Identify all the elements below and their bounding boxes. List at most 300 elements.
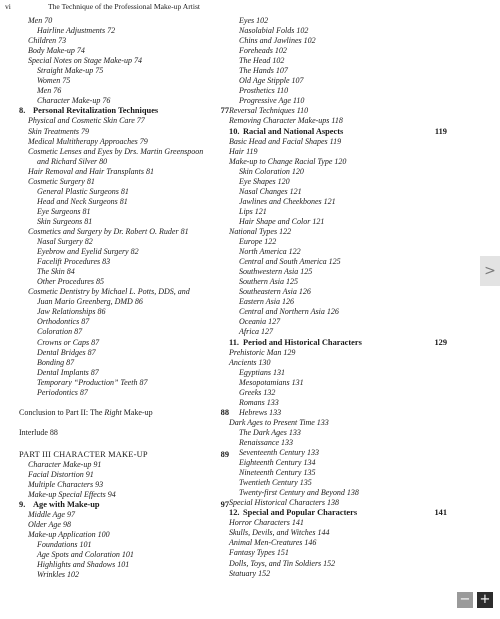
entry-title bbox=[28, 46, 85, 56]
entry-title bbox=[239, 207, 267, 217]
entry-title bbox=[239, 428, 301, 438]
entry-title-text: Southeastern Asia bbox=[239, 287, 297, 297]
entry-title-text: Progressive Age bbox=[239, 96, 291, 106]
toc-entry[interactable] bbox=[229, 167, 447, 177]
entry-page-number: 79 bbox=[139, 136, 148, 146]
toc-entry[interactable] bbox=[19, 207, 229, 217]
toc-entry[interactable] bbox=[19, 137, 229, 147]
entry-title bbox=[37, 277, 104, 287]
entry-page-number: 81 bbox=[146, 166, 155, 176]
entry-page-number: 75 bbox=[62, 76, 71, 86]
toc-entry[interactable] bbox=[19, 197, 229, 207]
entry-title-tail: Make-up bbox=[123, 407, 153, 417]
toc-entry[interactable] bbox=[19, 480, 229, 490]
entry-title bbox=[28, 36, 66, 46]
chapter-entry[interactable] bbox=[229, 508, 447, 518]
entry-page-number: 118 bbox=[331, 116, 343, 126]
chapter-entry[interactable] bbox=[19, 106, 229, 116]
chapter-number: 9. bbox=[19, 500, 26, 510]
toc-entry[interactable] bbox=[229, 327, 447, 337]
toc-entry[interactable] bbox=[19, 116, 229, 126]
entry-title-text: Removing Character Make-ups bbox=[229, 116, 330, 126]
toc-entry[interactable] bbox=[19, 550, 229, 560]
toc-entry[interactable] bbox=[229, 468, 447, 478]
entry-page-number: 138 bbox=[346, 488, 359, 498]
chapter-page-number: 88 bbox=[220, 407, 229, 417]
entry-title-text: Skin Treatments bbox=[28, 126, 80, 136]
entry-page-number: 133 bbox=[281, 437, 293, 447]
entry-title bbox=[37, 257, 110, 267]
chapter-number: 10. bbox=[229, 126, 240, 136]
toc-entry[interactable] bbox=[19, 36, 229, 46]
entry-page-number: 110 bbox=[292, 96, 305, 106]
entry-title bbox=[229, 518, 304, 528]
entry-title bbox=[37, 348, 96, 358]
entry-page-number: 122 bbox=[288, 247, 301, 257]
entry-title-text: Prosthetics bbox=[239, 86, 275, 96]
toc-entry[interactable] bbox=[19, 540, 229, 550]
toc-entry[interactable] bbox=[229, 267, 447, 277]
entry-title-text: Facelift Procedures bbox=[37, 257, 101, 267]
entry-title-text: Hebrews bbox=[239, 407, 268, 417]
entry-title bbox=[239, 237, 276, 247]
entry-title-text: Skulls, Devils, and Witches bbox=[229, 528, 316, 538]
toc-entry[interactable] bbox=[19, 368, 229, 378]
toc-entry[interactable] bbox=[19, 327, 229, 337]
entry-title-text: PART III CHARACTER MAKE-UP bbox=[19, 449, 148, 459]
entry-title-text: Chins and Jawlines bbox=[239, 36, 302, 46]
entry-title bbox=[239, 378, 304, 388]
entry-page-number: 87 bbox=[87, 347, 96, 357]
entry-title-text: Renaissance bbox=[239, 437, 279, 447]
entry-title bbox=[37, 307, 105, 317]
toc-entry[interactable] bbox=[19, 167, 229, 177]
entry-page-number: 87 bbox=[139, 377, 148, 387]
entry-page-number: 141 bbox=[291, 518, 304, 528]
entry-title bbox=[239, 458, 315, 468]
entry-page-number: 122 bbox=[279, 226, 292, 236]
entry-title-text: Cosmetic Lenses and Eyes by Drs. Martin Greenspoon bbox=[28, 146, 204, 156]
entry-page-number: 119 bbox=[329, 136, 342, 146]
toc-entry[interactable] bbox=[19, 86, 229, 96]
entry-page-number: 125 bbox=[285, 277, 298, 287]
toc-entry[interactable] bbox=[229, 368, 447, 378]
toc-entry[interactable] bbox=[229, 56, 447, 66]
entry-page-number: 133 bbox=[288, 427, 301, 437]
entry-title bbox=[28, 147, 203, 157]
toc-entry[interactable] bbox=[19, 520, 229, 530]
entry-page-number: 101 bbox=[121, 550, 134, 560]
entry-page-number: 97 bbox=[66, 510, 75, 520]
toc-entry[interactable] bbox=[229, 217, 447, 227]
entry-title bbox=[243, 508, 357, 518]
toc-entry[interactable] bbox=[19, 530, 229, 540]
entry-title bbox=[37, 207, 90, 217]
toc-entry[interactable] bbox=[19, 287, 229, 297]
entry-page-number: 93 bbox=[95, 480, 104, 490]
toc-entry[interactable] bbox=[19, 297, 229, 307]
entry-page-number: 133 bbox=[316, 417, 329, 427]
entry-title-text: Cosmetic Surgery bbox=[28, 176, 85, 186]
toc-entry[interactable] bbox=[229, 448, 447, 458]
entry-title-text: Interlude bbox=[19, 427, 48, 437]
entry-title-text: Men bbox=[28, 16, 43, 25]
toc-entry[interactable] bbox=[19, 147, 229, 157]
entry-title-text: Eighteenth Century bbox=[239, 458, 302, 468]
entry-title bbox=[37, 267, 75, 277]
entry-title bbox=[28, 480, 103, 490]
toc-entry[interactable] bbox=[19, 157, 229, 167]
entry-title-text: Cosmetic Dentistry by Michael L. Potts, DDS, and bbox=[28, 287, 190, 297]
entry-title-text: Dark Ages to Present Time bbox=[229, 417, 315, 427]
entry-page-number: 127 bbox=[261, 327, 273, 337]
toc-entry[interactable] bbox=[19, 378, 229, 388]
entry-page-number: 81 bbox=[119, 196, 128, 206]
toc-entry[interactable] bbox=[19, 570, 229, 580]
toc-entry[interactable] bbox=[229, 297, 447, 307]
toc-entry[interactable] bbox=[229, 438, 447, 448]
entry-page-number: 76 bbox=[53, 86, 62, 96]
entry-title bbox=[229, 358, 271, 368]
entry-title-text: Hair bbox=[229, 146, 245, 156]
toc-entry[interactable] bbox=[19, 76, 229, 86]
toc-entry[interactable] bbox=[19, 177, 229, 187]
entry-title bbox=[33, 106, 158, 116]
entry-title-text: Racial and National Aspects bbox=[243, 126, 344, 136]
toc-entry[interactable] bbox=[229, 177, 447, 187]
entry-title bbox=[229, 348, 295, 358]
entry-page-number: 82 bbox=[130, 247, 139, 257]
toc-entry[interactable] bbox=[19, 227, 229, 237]
entry-title-text: Facial Distortion bbox=[28, 469, 84, 479]
entry-title-text: Special Historical Characters bbox=[229, 498, 325, 508]
chapter-entry[interactable] bbox=[19, 500, 229, 510]
entry-title-text: Central and South America bbox=[239, 257, 327, 267]
entry-title-text: Ancients bbox=[229, 357, 257, 367]
entry-title-text: Animal Men-Creatures bbox=[229, 538, 303, 548]
entry-title bbox=[37, 378, 147, 388]
entry-title bbox=[229, 538, 316, 548]
toc-entry[interactable] bbox=[229, 16, 447, 26]
entry-title bbox=[239, 46, 287, 56]
entry-title-text: Head and Neck Surgeons bbox=[37, 196, 118, 206]
toc-entry[interactable] bbox=[19, 408, 229, 418]
toc-entry[interactable] bbox=[19, 46, 229, 56]
entry-title-text: The Hands bbox=[239, 66, 274, 76]
toc-entry[interactable] bbox=[229, 388, 447, 398]
entry-page-number: 101 bbox=[79, 540, 92, 550]
chapter-entry[interactable] bbox=[229, 338, 447, 348]
entry-page-number: 100 bbox=[97, 530, 110, 540]
entry-title bbox=[239, 368, 285, 378]
toc-entry[interactable] bbox=[229, 247, 447, 257]
toc-entry[interactable] bbox=[229, 76, 447, 86]
entry-title-text: Eyebrow and Eyelid Surgery bbox=[37, 247, 129, 257]
entry-title-text: Lips bbox=[239, 206, 253, 216]
entry-page-number: 132 bbox=[263, 387, 276, 397]
toc-entry[interactable] bbox=[229, 317, 447, 327]
entry-title bbox=[28, 127, 89, 137]
toc-entry[interactable] bbox=[229, 46, 447, 56]
toc-entry[interactable] bbox=[229, 36, 447, 46]
toc-entry[interactable] bbox=[19, 560, 229, 570]
entry-title bbox=[229, 137, 341, 147]
toc-entry[interactable] bbox=[19, 257, 229, 267]
chapter-entry[interactable] bbox=[229, 127, 447, 137]
zoom-out-button[interactable]: − bbox=[457, 592, 473, 608]
entry-title-text: Periodontics bbox=[37, 387, 78, 397]
entry-title-text: Make-up Special Effects bbox=[28, 490, 106, 500]
entry-title bbox=[239, 86, 288, 96]
toc-entry[interactable] bbox=[229, 187, 447, 197]
entry-title bbox=[239, 287, 311, 297]
entry-title-text: Fantasy Types bbox=[229, 548, 275, 558]
entry-title-text: Europe bbox=[239, 237, 263, 247]
entry-title-text: Eye Surgeons bbox=[37, 206, 81, 216]
entry-title bbox=[229, 498, 339, 508]
entry-title bbox=[229, 418, 329, 428]
next-page-button[interactable]: > bbox=[480, 256, 500, 286]
entry-page-number: 87 bbox=[90, 367, 99, 377]
page-header bbox=[0, 0, 500, 14]
entry-title-text: Central and Northern Asia bbox=[239, 307, 325, 317]
toc-entry[interactable] bbox=[229, 478, 447, 488]
toc-entry[interactable] bbox=[229, 237, 447, 247]
entry-title-text: Women bbox=[37, 76, 61, 86]
entry-title-text: Horror Characters bbox=[229, 518, 290, 528]
toc-entry[interactable] bbox=[229, 227, 447, 237]
toc-entry[interactable] bbox=[229, 548, 447, 558]
entry-title bbox=[28, 227, 189, 237]
entry-page-number: 131 bbox=[273, 367, 285, 377]
entry-page-number: 102 bbox=[303, 36, 316, 46]
entry-title-text: Eyes bbox=[239, 16, 255, 25]
toc-entry[interactable] bbox=[19, 348, 229, 358]
entry-title bbox=[229, 227, 291, 237]
entry-title bbox=[33, 500, 100, 510]
toc-entry[interactable] bbox=[229, 348, 447, 358]
entry-page-number: 110 bbox=[276, 86, 289, 96]
entry-page-number: 133 bbox=[269, 407, 282, 417]
toc-entry[interactable] bbox=[229, 488, 447, 498]
toc-entry[interactable] bbox=[19, 388, 229, 398]
part-entry[interactable] bbox=[19, 450, 229, 460]
entry-page-number: 126 bbox=[281, 297, 294, 307]
entry-title-text: Dental Bridges bbox=[37, 347, 86, 357]
toc-entry[interactable] bbox=[229, 307, 447, 317]
toc-entry[interactable] bbox=[19, 96, 229, 106]
toc-entry[interactable] bbox=[229, 569, 447, 579]
entry-title-text: Oceania bbox=[239, 317, 267, 327]
toc-entry[interactable] bbox=[19, 16, 229, 26]
entry-title-text: Prehistoric Man bbox=[229, 347, 282, 357]
entry-title bbox=[37, 570, 79, 580]
entry-title-text: Eastern Asia bbox=[239, 297, 280, 307]
entry-title bbox=[239, 307, 339, 317]
toc-entry[interactable] bbox=[19, 237, 229, 247]
entry-page-number: 102 bbox=[256, 16, 269, 25]
entry-title-text: Make-up Application bbox=[28, 530, 96, 540]
toc-entry[interactable] bbox=[19, 187, 229, 197]
entry-page-number: 86 bbox=[134, 297, 143, 307]
entry-page-number: 84 bbox=[66, 267, 75, 277]
toc-entry[interactable] bbox=[229, 418, 447, 428]
toc-entry[interactable] bbox=[19, 510, 229, 520]
entry-title-text: National Types bbox=[229, 226, 278, 236]
running-title: The Technique of the Professional Make-up Artist bbox=[48, 2, 201, 11]
entry-title bbox=[239, 66, 288, 76]
chapter-number: 12. bbox=[229, 508, 240, 518]
zoom-in-button[interactable]: + bbox=[477, 592, 493, 608]
entry-title-text: Hair Shape and Color bbox=[239, 216, 311, 226]
entry-page-number: 102 bbox=[274, 46, 287, 56]
entry-title bbox=[28, 510, 75, 520]
entry-title-text: Body Make-up bbox=[28, 46, 75, 56]
entry-title bbox=[37, 26, 115, 36]
entry-page-number: 98 bbox=[62, 520, 71, 530]
toc-entry[interactable] bbox=[229, 207, 447, 217]
toc-entry[interactable] bbox=[19, 247, 229, 257]
toc-entry[interactable] bbox=[19, 26, 229, 36]
toc-entry[interactable] bbox=[19, 56, 229, 66]
toc-entry[interactable] bbox=[229, 408, 447, 418]
entry-page-number: 82 bbox=[84, 237, 93, 247]
entry-title-text: Juan Mario Greenberg, DMD bbox=[37, 297, 133, 307]
toc-entry[interactable] bbox=[229, 147, 447, 157]
toc-entry[interactable] bbox=[19, 66, 229, 76]
toc-entry[interactable] bbox=[19, 358, 229, 368]
toc-entry[interactable] bbox=[229, 106, 447, 116]
toc-entry[interactable] bbox=[19, 277, 229, 287]
entry-page-number: 120 bbox=[291, 166, 304, 176]
entry-page-number: 81 bbox=[84, 216, 93, 226]
entry-page-number: 87 bbox=[74, 327, 83, 337]
toc-entry[interactable] bbox=[229, 528, 447, 538]
entry-page-number: 87 bbox=[91, 337, 100, 347]
toc-entry[interactable] bbox=[229, 277, 447, 287]
toc-entry[interactable] bbox=[229, 137, 447, 147]
entry-title bbox=[37, 560, 129, 570]
entry-title-text: Age Spots and Coloration bbox=[37, 550, 120, 560]
entry-title bbox=[239, 488, 359, 498]
toc-entry[interactable] bbox=[229, 157, 447, 167]
chapter-page-number: 89 bbox=[220, 449, 229, 459]
spacer bbox=[19, 418, 229, 428]
entry-page-number: 87 bbox=[66, 357, 75, 367]
entry-title bbox=[239, 217, 324, 227]
entry-title bbox=[37, 187, 129, 197]
toc-right-column bbox=[229, 16, 447, 579]
toc-entry[interactable] bbox=[229, 458, 447, 468]
entry-title-text: Twenty-first Century and Beyond bbox=[239, 488, 345, 498]
toc-entry[interactable] bbox=[229, 428, 447, 438]
entry-title bbox=[37, 317, 89, 327]
entry-title bbox=[239, 297, 294, 307]
entry-title bbox=[243, 338, 362, 348]
entry-page-number: 119 bbox=[246, 146, 258, 156]
toc-entry[interactable] bbox=[19, 267, 229, 277]
toc-entry[interactable] bbox=[19, 428, 229, 438]
entry-title-text: Jaw Relationships bbox=[37, 307, 96, 317]
entry-title-text: Children bbox=[28, 36, 57, 46]
toc-entry[interactable] bbox=[229, 518, 447, 528]
entry-title bbox=[239, 167, 304, 177]
entry-title bbox=[229, 569, 270, 579]
entry-title bbox=[229, 548, 289, 558]
entry-title-text: Cosmetics and Surgery by Dr. Robert O. Ruder bbox=[28, 226, 179, 236]
toc-entry[interactable] bbox=[19, 490, 229, 500]
toc-entry[interactable] bbox=[229, 66, 447, 76]
entry-title-text: Egyptians bbox=[239, 367, 271, 377]
entry-title bbox=[28, 470, 94, 480]
entry-title-text: Reversal Techniques bbox=[229, 106, 295, 116]
entry-page-number: 134 bbox=[303, 458, 316, 468]
entry-title-text: Special Notes on Stage Make-up bbox=[28, 56, 132, 66]
entry-page-number: 120 bbox=[277, 176, 290, 186]
entry-title bbox=[239, 197, 336, 207]
toc-entry[interactable] bbox=[229, 116, 447, 126]
toc-entry[interactable] bbox=[229, 398, 447, 408]
entry-title-text: The Skin bbox=[37, 267, 65, 277]
entry-title bbox=[28, 177, 95, 187]
toc-entry[interactable] bbox=[229, 96, 447, 106]
entry-title bbox=[28, 460, 101, 470]
toc-entry[interactable] bbox=[229, 257, 447, 267]
entry-page-number: 86 bbox=[97, 307, 106, 317]
entry-title bbox=[239, 398, 279, 408]
toc-entry[interactable] bbox=[19, 217, 229, 227]
toc-entry[interactable] bbox=[229, 498, 447, 508]
entry-title bbox=[37, 297, 143, 307]
entry-title bbox=[239, 16, 268, 26]
toc-entry[interactable] bbox=[19, 317, 229, 327]
entry-page-number: 135 bbox=[303, 468, 316, 478]
toc-entry[interactable] bbox=[19, 338, 229, 348]
toc-entry[interactable] bbox=[19, 460, 229, 470]
entry-title-text: Wrinkles bbox=[37, 570, 65, 580]
entry-title-text: Personal Revitalization Techniques bbox=[33, 106, 159, 116]
entry-title bbox=[239, 247, 301, 257]
chapter-number: 11. bbox=[229, 337, 240, 347]
entry-title bbox=[239, 257, 341, 267]
entry-page-number: 127 bbox=[268, 317, 281, 327]
toc-entry[interactable] bbox=[229, 26, 447, 36]
toc-entry[interactable] bbox=[229, 287, 447, 297]
entry-title-text: Foundations bbox=[37, 540, 78, 550]
entry-title-text: Dental Implants bbox=[37, 367, 89, 377]
entry-title-text: Nineteenth Century bbox=[239, 468, 302, 478]
entry-title-text: Men bbox=[37, 86, 52, 96]
entry-title-text: Foreheads bbox=[239, 46, 273, 56]
toc-entry[interactable] bbox=[229, 197, 447, 207]
entry-page-number: 101 bbox=[117, 560, 130, 570]
entry-title bbox=[28, 520, 71, 530]
entry-title-text: Make-up to Change Racial Type bbox=[229, 156, 333, 166]
entry-title bbox=[37, 550, 134, 560]
toc-entry[interactable] bbox=[229, 559, 447, 569]
entry-page-number: 120 bbox=[334, 156, 347, 166]
toc-entry[interactable] bbox=[229, 358, 447, 368]
entry-page-number: 87 bbox=[81, 317, 90, 327]
entry-title-text: Romans bbox=[239, 397, 265, 407]
toc-entry[interactable] bbox=[19, 127, 229, 137]
entry-title-text: Seventeenth Century bbox=[239, 448, 305, 458]
toc-entry[interactable] bbox=[229, 86, 447, 96]
toc-entry[interactable] bbox=[229, 538, 447, 548]
toc-entry[interactable] bbox=[19, 470, 229, 480]
toc-entry[interactable] bbox=[229, 378, 447, 388]
toc-entry[interactable] bbox=[19, 307, 229, 317]
